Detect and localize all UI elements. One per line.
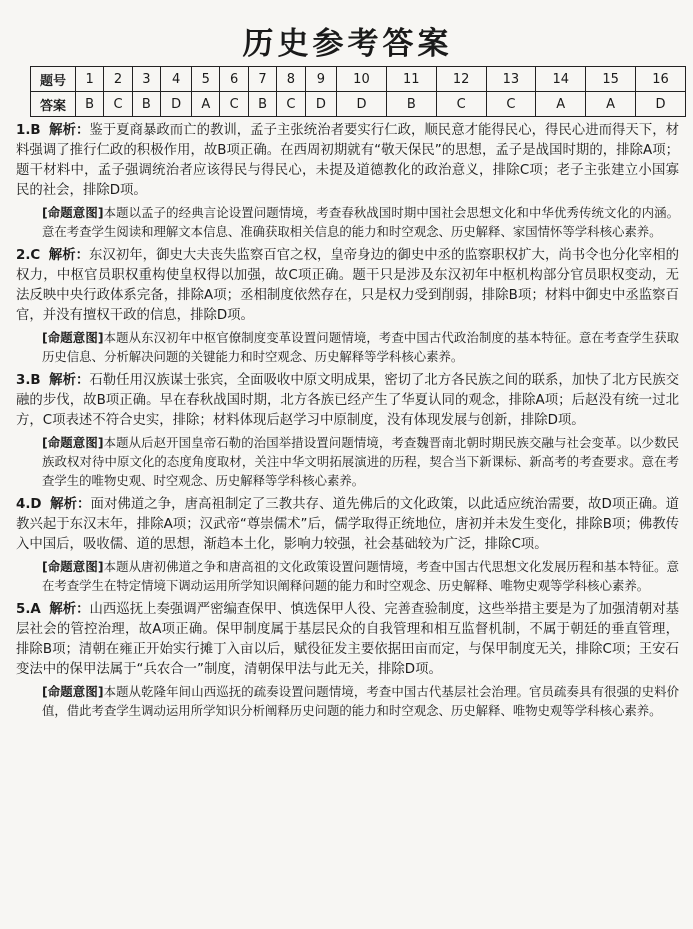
- intent-label: [命题意图]: [42, 434, 104, 450]
- analysis-text: 东汉初年，御史大夫丧失监察百官之权，皇帝身边的御史中丞的监察职权扩大，尚书令也分化宰相的权力，中枢官员职权重构使皇权得以加强，故C项正确。题干只是涉及东汉初年中枢机构部分官员职权变动，无法反映中央行政体系完备，排除A项；丞相制度依然存在，只是权力受到削弱，排除B项；材料中御史中丞监察百官，并没有擅权干政的信息，排除D项。: [16, 247, 680, 323]
- analysis-label: 解析：: [49, 601, 90, 617]
- question-number: 11: [386, 67, 436, 92]
- answer-cell: B: [132, 92, 160, 117]
- answer-cell: C: [277, 92, 306, 117]
- question-number: 1: [76, 67, 104, 92]
- item-number: 1.B: [16, 123, 41, 138]
- item-number: 2.C: [16, 247, 41, 263]
- intent-text: 本题以孟子的经典言论设置问题情境，考查春秋战国时期中国社会思想文化和中华优秀传统文化的内涵。意在考查学生阅读和理解文本信息、准确获取相关信息的能力和时空观念、历史解释、家国情怀等学科核心素养。: [42, 205, 680, 240]
- intent-label: [命题意图]: [42, 558, 104, 574]
- answer-cell: C: [486, 92, 536, 117]
- analysis-paragraph: [16, 246, 679, 326]
- question-number: 5: [192, 67, 220, 92]
- answer-row-label: 答案: [31, 92, 76, 117]
- intent-paragraph: [42, 203, 679, 242]
- answer-cell: D: [337, 92, 387, 117]
- answer-cell: D: [305, 92, 336, 117]
- intent-text: 本题从唐初佛道之争和唐高祖的文化政策设置问题情境，考查中国古代思想文化发展历程和基本特征。意在考查学生在特定情境下调动运用所学知识阐释问题的能力和时空观念、历史解释、唯物史观等学科核心素养。: [42, 558, 680, 594]
- question-number: 9: [305, 67, 336, 92]
- answer-cell: C: [104, 92, 133, 117]
- answer-cell: D: [160, 92, 191, 117]
- answer-table: [30, 66, 686, 117]
- explanation-item: [16, 246, 679, 367]
- explanation-item: [16, 495, 679, 596]
- intent-text: 本题从后赵开国皇帝石勒的治国举措设置问题情境，考查魏晋南北朝时期民族交融与社会变革。以少数民族政权对待中原文化的态度角度取材，关注中华文明拓展演进的历程，契合当下新课标、新高考的考查要求。意在考查学生的唯物史观、时空观念、历史解释等学科核心素养。: [42, 434, 680, 489]
- answer-cell: D: [636, 92, 686, 117]
- intent-label: [命题意图]: [42, 683, 104, 699]
- intent-paragraph: [42, 328, 679, 367]
- question-number: 15: [586, 67, 636, 92]
- number-row: [31, 67, 686, 92]
- analysis-text: 山西巡抚上奏强调严密编查保甲、慎选保甲人役、完善查验制度，这些举措主要是为了加强清朝对基层社会的管控治理，故A项正确。保甲制度属于基层民众的自我管理和相互监督机制，不属于朝廷的垂直管理，排除B项；清朝在雍正开始实行摊丁入亩以后，赋役征发主要依据田亩而定，与保甲制度无关，排除C项；王安石变法中的保甲法属于“兵农合一”制度，清朝保甲法与此无关，排除D项。: [16, 601, 680, 677]
- intent-paragraph: [42, 433, 679, 491]
- answer-cell: A: [192, 92, 220, 117]
- question-number: 13: [486, 67, 536, 92]
- question-number: 16: [636, 67, 686, 92]
- answer-cell: B: [76, 92, 104, 117]
- answer-cell: B: [248, 92, 276, 117]
- explanation-item: [16, 600, 679, 721]
- analysis-label: 解析：: [50, 496, 91, 512]
- analysis-text: 鉴于夏商暴政而亡的教训，孟子主张统治者要实行仁政，顺民意才能得民心，得民心进而得天下，材料强调了推行仁政的积极作用，故B项正确。在西周初期就有“敬天保民”的思想，孟子是战国时期的，排除A项；题干材料中，孟子强调统治者应该得民与得民心，未提及道德教化的政治意义，排除C项；老子主张建立小国寡民的社会，排除D项。: [16, 123, 680, 198]
- answer-cell: C: [436, 92, 486, 117]
- question-number: 7: [248, 67, 276, 92]
- answer-cell: A: [536, 92, 586, 117]
- explanations: [16, 121, 679, 720]
- explanation-item: [16, 371, 679, 491]
- cropped-header-fragment: [0, 0, 693, 6]
- intent-label: [命题意图]: [42, 329, 104, 345]
- intent-text: 本题从东汉初年中枢官僚制度变革设置问题情境，考查中国古代政治制度的基本特征。意在考查学生获取历史信息、分析解决问题的关键能力和时空观念、历史解释等学科核心素养。: [42, 329, 680, 365]
- answer-cell: C: [220, 92, 249, 117]
- answer-cell: A: [586, 92, 636, 117]
- answer-cell: B: [386, 92, 436, 117]
- question-number: 3: [132, 67, 160, 92]
- item-number: 3.B: [16, 372, 41, 388]
- answer-row: [31, 92, 686, 117]
- question-number: 6: [220, 67, 249, 92]
- question-number: 4: [160, 67, 191, 92]
- analysis-text: 石勒任用汉族谋士张宾，全面吸收中原文明成果，密切了北方各民族之间的联系，加快了北方民族交融的步伐，故B项正确。早在春秋战国时期，北方各族已经产生了华夏认同的观念，排除A项；后赵没有统一过北方，C项表述不符合史实，排除；材料体现后赵学习中原制度，没有体现发展与创新，排除D项。: [16, 372, 680, 428]
- question-number: 8: [277, 67, 306, 92]
- analysis-paragraph: [16, 371, 679, 431]
- page-title: 历史参考答案: [242, 26, 453, 62]
- question-number: 2: [104, 67, 133, 92]
- analysis-label: 解析：: [49, 372, 90, 388]
- intent-label: [命题意图]: [42, 205, 104, 220]
- analysis-text: 面对佛道之争，唐高祖制定了三教共存、道先佛后的文化政策，以此适应统治需要，故D项正确。道教兴起于东汉末年，排除A项；汉武帝“尊崇儒术”后，儒学取得正统地位，唐初并未发生变化，排除B项；佛教传入中国后，吸收儒、道的思想，渐趋本土化，影响力较强，社会基础较为广泛，排除C项。: [16, 496, 679, 552]
- explanation-item: [16, 121, 679, 242]
- analysis-paragraph: [16, 495, 679, 555]
- intent-text: 本题从乾隆年间山西巡抚的疏奏设置问题情境，考查中国古代基层社会治理。官员疏奏具有很强的史料价值，借此考查学生调动运用所学知识分析阐释历史问题的能力和时空观念、历史解释、唯物史观等学科核心素养。: [42, 683, 680, 719]
- question-number: 12: [436, 67, 486, 92]
- analysis-label: 解析：: [49, 123, 90, 138]
- item-number: 4.D: [16, 496, 42, 512]
- item-number: 5.A: [16, 601, 41, 617]
- intent-paragraph: [42, 682, 679, 721]
- analysis-paragraph: [16, 121, 679, 201]
- number-row-label: 题号: [31, 67, 76, 92]
- question-number: 14: [536, 67, 586, 92]
- analysis-label: 解析：: [48, 247, 90, 263]
- analysis-paragraph: [16, 600, 679, 680]
- question-number: 10: [337, 67, 387, 92]
- intent-paragraph: [42, 557, 679, 596]
